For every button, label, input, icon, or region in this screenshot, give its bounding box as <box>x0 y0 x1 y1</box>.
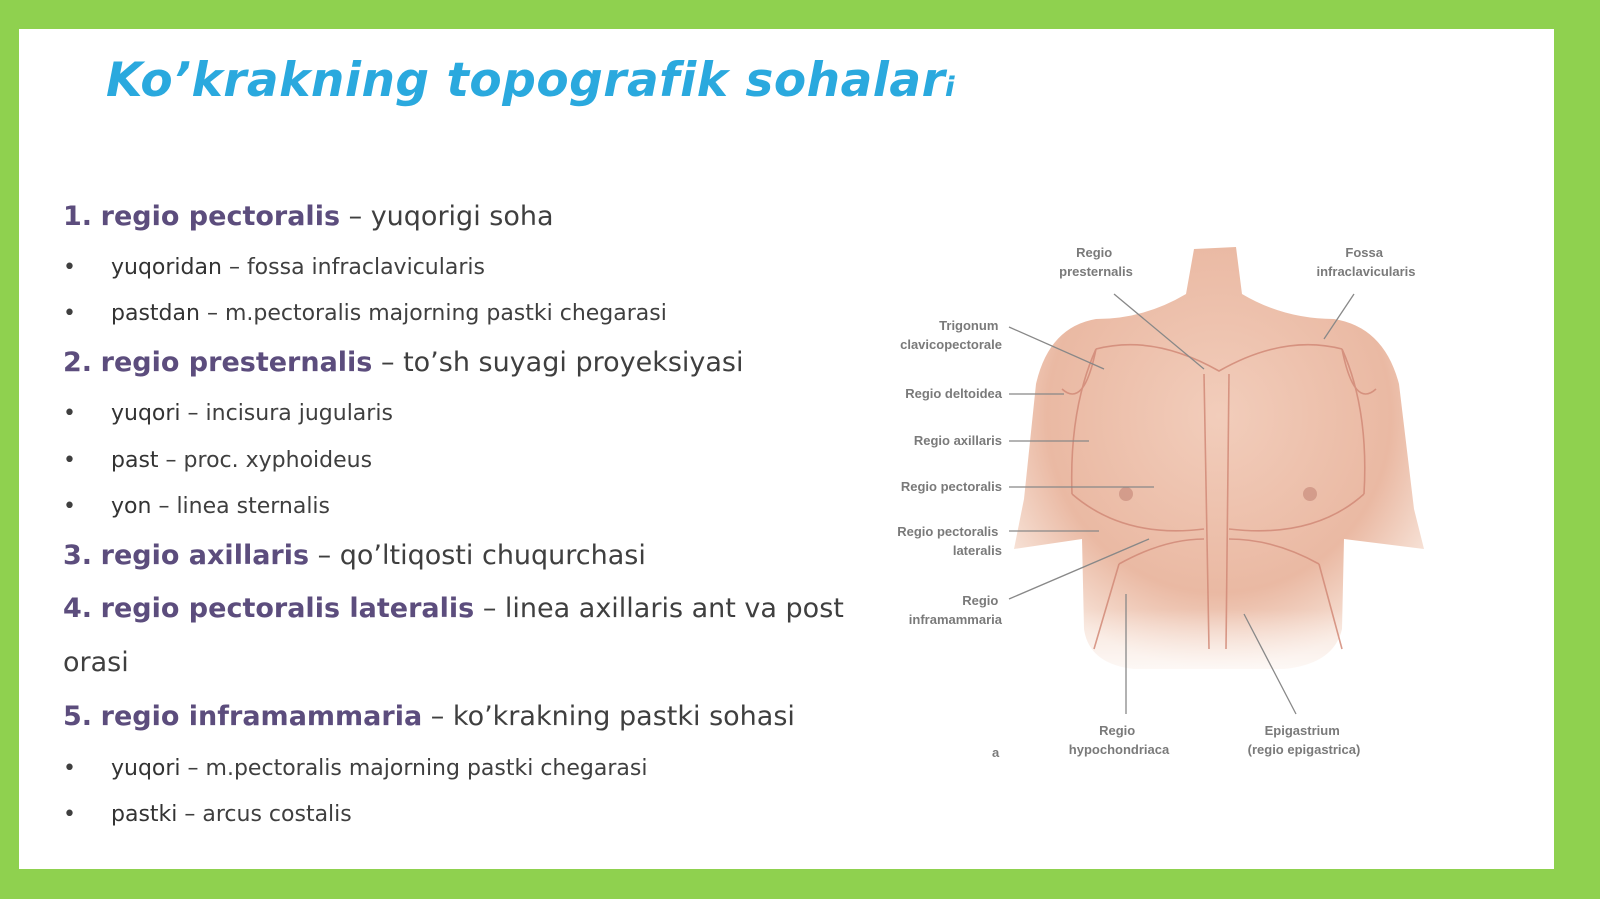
region-heading-4 <box>63 593 844 624</box>
region-term: regio pectoralis <box>100 201 341 232</box>
region-term: regio inframammaria <box>100 701 423 732</box>
figure-letter: a <box>992 745 1000 760</box>
region-desc: linea axillaris ant va post <box>504 593 844 624</box>
region-term: regio presternalis <box>100 347 373 378</box>
bullet-text: m.pectoralis majorning pastki chegarasi <box>224 301 667 326</box>
region-number: 3. <box>63 540 93 571</box>
label-hypochondriaca: Regio hypochondriaca <box>1068 723 1170 757</box>
torso-fade <box>1004 609 1444 689</box>
label-deltoidea: Regio deltoidea <box>905 386 1002 401</box>
region-number: 2. <box>63 347 93 378</box>
bullet-dot: • <box>63 756 76 781</box>
region-term: regio pectoralis lateralis <box>100 593 475 624</box>
bullet-dash: – <box>228 255 240 280</box>
slide-title: Ko’krakning topografik sohalarᵢ <box>106 53 957 108</box>
bullet-term: yuqoridan <box>111 255 222 280</box>
region-dash: – <box>380 347 395 378</box>
region-desc: qo’ltiqosti chuqurchasi <box>339 540 646 571</box>
label-presternalis: Regio presternalis <box>1059 245 1133 279</box>
bullet-dot: • <box>63 255 76 280</box>
bullet-text: linea sternalis <box>176 494 331 519</box>
bullet-term: yon <box>111 494 152 519</box>
bullet-text: incisura jugularis <box>205 401 393 426</box>
region-number: 5. <box>63 701 93 732</box>
region-heading-3 <box>63 540 646 571</box>
region-dash: – <box>482 593 497 624</box>
region-dash: – <box>317 540 332 571</box>
bullet-dot: • <box>63 494 76 519</box>
bullet-dash: – <box>187 756 199 781</box>
bullet-dash: – <box>158 494 170 519</box>
bullet-dot: • <box>63 301 76 326</box>
label-infraclavicularis: Fossa infraclavicularis <box>1316 245 1416 279</box>
label-clavipectorale: Trigonum clavicopectorale <box>900 318 1002 352</box>
bullet-dot: • <box>63 448 76 473</box>
bullet-term: pastki <box>111 802 178 827</box>
bullet-dot: • <box>63 401 76 426</box>
bullet-dash: – <box>187 401 199 426</box>
bullet-term: pastdan <box>111 301 200 326</box>
nipple-left <box>1119 487 1133 501</box>
bullet-text: m.pectoralis majorning pastki chegarasi <box>205 756 648 781</box>
region-desc: to’sh suyagi proyeksiyasi <box>403 347 744 378</box>
label-inframammaria: Regio inframammaria <box>908 593 1002 627</box>
region-heading-5 <box>63 701 795 732</box>
bullet-term: yuqori <box>111 756 181 781</box>
region-heading-2 <box>63 347 744 378</box>
bullet-term: yuqori <box>111 401 181 426</box>
region-heading-1 <box>63 201 554 232</box>
region-dash: – <box>430 701 445 732</box>
region-desc: ko’krakning pastki sohasi <box>452 701 795 732</box>
bullet-dash: – <box>165 448 177 473</box>
region-number: 1. <box>63 201 93 232</box>
torso-shape <box>1014 247 1424 669</box>
chest-regions-diagram <box>864 209 1464 789</box>
label-axillaris: Regio axillaris <box>913 433 1002 448</box>
bullet-text: fossa infraclavicularis <box>246 255 485 280</box>
bullet-dash: – <box>206 301 218 326</box>
region-desc-continued: orasi <box>63 647 129 678</box>
bullet-term: past <box>111 448 159 473</box>
bullet-text: proc. xyphoideus <box>183 448 373 473</box>
region-dash: – <box>348 201 363 232</box>
nipple-right <box>1303 487 1317 501</box>
label-epigastrium: Epigastrium (regio epigastrica) <box>1247 723 1361 757</box>
region-desc: yuqorigi soha <box>370 201 554 232</box>
bullet-dot: • <box>63 802 76 827</box>
region-term: regio axillaris <box>100 540 310 571</box>
slide <box>19 29 1554 869</box>
bullet-text: arcus costalis <box>202 802 352 827</box>
bullet-dash: – <box>184 802 196 827</box>
label-pectoralis-lateralis: Regio pectoralis lateralis <box>897 524 1002 558</box>
region-number: 4. <box>63 593 93 624</box>
torso-illustration <box>1004 247 1444 689</box>
label-pectoralis: Regio pectoralis <box>900 479 1002 494</box>
